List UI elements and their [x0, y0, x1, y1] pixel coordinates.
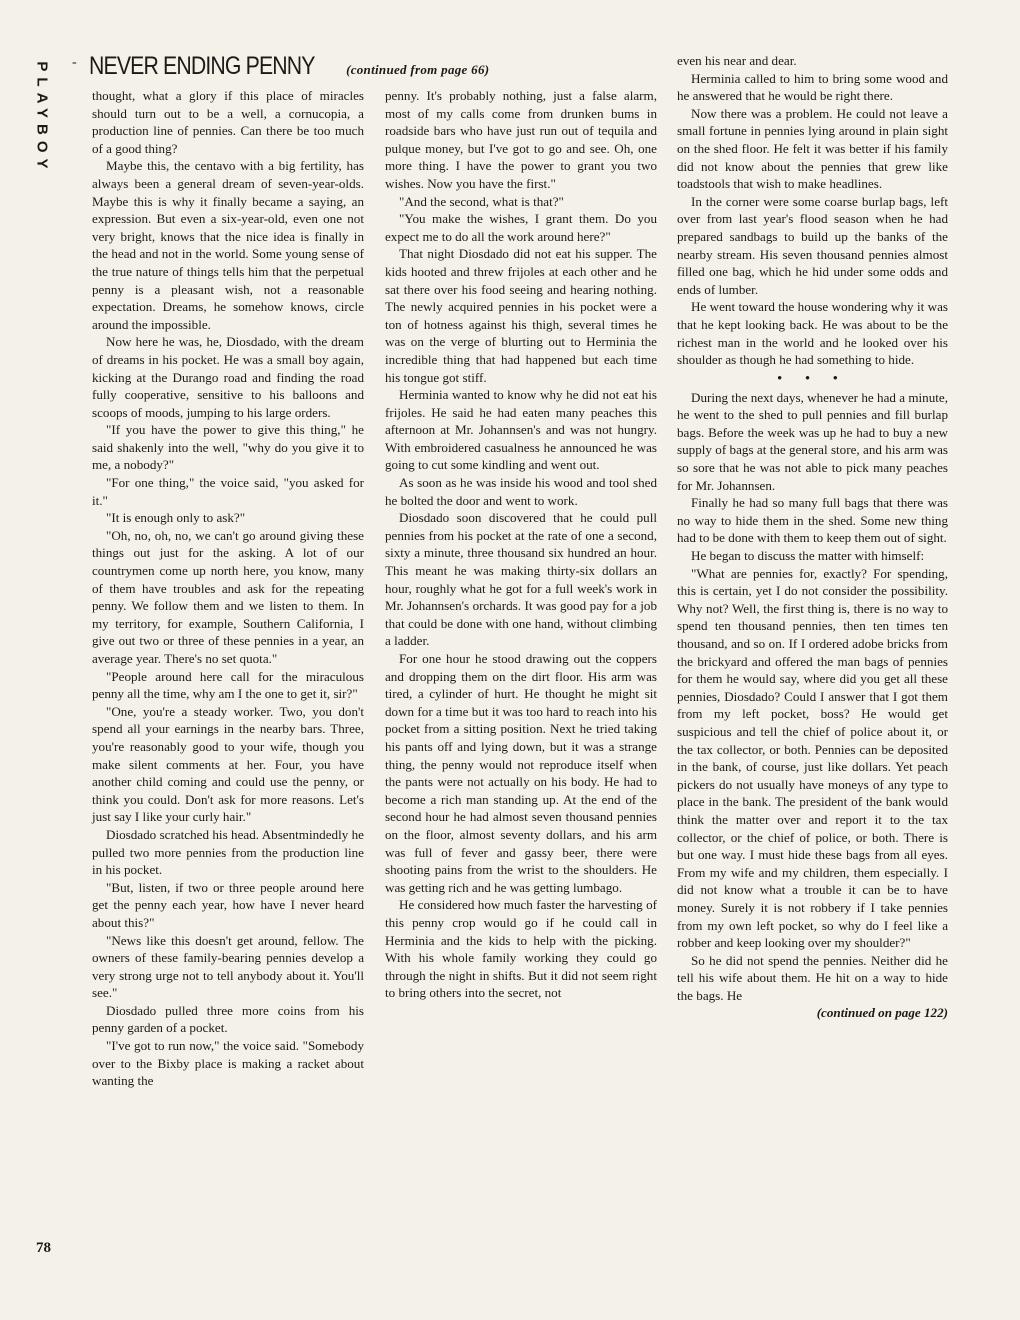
continued-on-note: (continued on page 122)	[816, 1005, 948, 1021]
text-column-3	[677, 52, 948, 1022]
paragraph: He began to discuss the matter with himself:	[691, 548, 925, 564]
paragraph: "I've got to run now," the voice said. "Somebody over to the Bixby place is making a racket about wanting the	[92, 1038, 364, 1089]
continued-from-note: (continued from page 66)	[346, 62, 490, 77]
section-break: • • •	[777, 369, 848, 385]
paragraph: Herminia called to him to bring some wood and he answered that he would be right there.	[677, 70, 948, 104]
paragraph: "One, you're a steady worker. Two, you don't spend all your earnings in the nearby bars. Three, you're reasonably good to your wife, though you make silent comments at her. Four, you have another child coming and could use the penny, or think you could. Don't ask for more reasons. Let's just say I like your curly hair."	[92, 703, 364, 825]
page-number: 78	[36, 1240, 51, 1256]
paragraph: During the next days, whenever he had a minute, he went to the shed to pull pennies and fill burlap bags. Before the week was up he had to buy a new supply of bags at the general store, and his arm was so sore that he was not able to pick many peaches for Mr. Johannsen.	[677, 389, 948, 493]
paragraph: "If you have the power to give this thing," he said shakenly into the well, "why do you give it to me, a nobody?"	[92, 422, 364, 473]
paragraph: Diosdado pulled three more coins from his penny garden of a pocket.	[92, 1002, 364, 1036]
brand-text: PLAYBOY	[33, 61, 51, 175]
paragraph: penny. It's probably nothing, just a false alarm, most of my calls come from drunken bums in roadside bars who have just run out of tequila and pulque money, but I've got to go and see. Oh, one more thing. I have the power to grant you two wishes. Now you have the first."	[385, 88, 657, 191]
article-title: NEVER ENDING PENNY	[88, 52, 315, 80]
header-dash: -	[72, 55, 77, 70]
paragraph: Now here he was, he, Diosdado, with the dream of dreams in his pocket. He was a small boy again, kicking at the Durango road and finding the road fully cooperative, sensitive to his balloons and scoops of moods, jumping to his large orders.	[92, 334, 364, 420]
text-column-3-part-a	[677, 52, 948, 369]
paragraph: Maybe this, the centavo with a big fertility, has always been a general dream of seven-year-olds. Maybe this is why it finally became a saying, an expression. But even a six-year-old, even one not very bright, knows that the nice idea is finally in the head and not in the world. Some young sense of the true nature of things tells him that the perpetual penny is a pleasant wish, not a reasonable expectation. Dreams, he somehow knows, circle around the impossible.	[92, 158, 364, 332]
paragraph: thought, what a glory if this place of miracles should turn out to be a well, a cornucopia, a production line of pennies. Can there be too much of a good thing?	[92, 88, 364, 156]
paragraph: That night Diosdado did not eat his supper. The kids hooted and threw frijoles at each other and he sat there over his food seeing and hearing nothing. The newly acquired pennies in his pocket were a ton of hotness against his thigh, several times he was on the verge of blurting out to Herminia the incredible thing that had happened but each time his tongue got stiff.	[385, 246, 657, 385]
paragraph: even his near and dear.	[677, 53, 797, 68]
paragraph: "News like this doesn't get around, fellow. The owners of these family-bearing pennies develop a very strong urge not to tell anybody about it. You'll see."	[92, 932, 364, 1001]
paragraph: In the corner were some coarse burlap bags, left over from last year's flood season when he had prepared sandbags to build up the banks of the nearby stream. His seven thousand pennies almost filled one bag, which he hid under some odds and ends of lumber.	[677, 193, 948, 297]
paragraph: Now there was a problem. He could not leave a small fortune in pennies lying around in plain sight on the shed floor. He felt it was better if his family did not know about the pennies that grew like toadstools that wish to make headlines.	[677, 105, 948, 192]
paragraph: As soon as he was inside his wood and tool shed he bolted the door and went to work.	[385, 475, 657, 508]
text-column-2	[385, 87, 657, 1002]
paragraph: "What are pennies for, exactly? For spending, this is certain, yet I do not consider the possibility. Why not? Well, the first thing is, there is no way to spend ten thousand pennies, then ten times ten thousand, and so on. If I ordered adobe bricks from the brickyard and offered the man bags of pennies for them he would say, where did you get all these pennies, Diosdado? Could I answer that I got them from my left pocket, boss? He would get suspicious and tell the chief of police about it, or the tax collector, or both. Pennies can be deposited in the bank, of course, just like dollars. Yet peach pickers do not usually have moneys of any type to place in the bank. The president of the bank would think the matter over and report it to the tax collector, or the chief of police, or both. There is but one way. I must hide these bags from all eyes. From my wife and my children, them especially. I did not know what a trouble it can be to have money. Surely it is not robbery if I take pennies from my own left pocket, so why do I feel like a robber and keep looking over my shoulder?"	[677, 565, 948, 951]
paragraph: Diosdado soon discovered that he could pull pennies from his pocket at the rate of one a second, sixty a minute, three thousand six hundred an hour. This meant he was making thirty-six dollars an hour, roughly what he got for a full week's work in Mr. Johannsen's orchards. It was good pay for a job that could be done with one hand, without climbing a ladder.	[385, 510, 657, 649]
paragraph: So he did not spend the pennies. Neither did he tell his wife about them. He hit on a way to hide the bags. He	[677, 952, 948, 1003]
paragraph: He considered how much faster the harvesting of this penny crop would go if he could call in Herminia and the kids to help with the picking. With his whole family working they could go through the night in shifts. But it did not seem right to bring others into the secret, not	[385, 897, 657, 1001]
article-header	[72, 52, 672, 86]
paragraph: "People around here call for the miraculous penny all the time, why am I the one to get it, sir?"	[92, 668, 364, 702]
paragraph: "Oh, no, oh, no, we can't go around giving these things out just for the asking. A lot of our countrymen come up north here, you know, many of them have troubles and ask for the repeating penny. We follow them and we listen to them. In my territory, for example, Southern California, I give out two or three of these pennies in a year, an average year. There's no set quota."	[92, 527, 364, 666]
text-column-3-part-b	[677, 389, 948, 1005]
paragraph: Finally he had so many full bags that there was no way to hide them in the shed. Some new thing had to be done with them to keep them out of sight.	[677, 495, 948, 546]
paragraph: "You make the wishes, I grant them. Do you expect me to do all the work around here?"	[385, 211, 657, 244]
paragraph: Herminia wanted to know why he did not eat his frijoles. He said he had eaten many peaches this afternoon at Mr. Johannsen's and was not hungry. With embroidered casualness he announced he was going to cut some kindling and went out.	[385, 387, 657, 473]
magazine-brand-vertical	[30, 48, 54, 188]
paragraph: Diosdado scratched his head. Absentmindedly he pulled two more pennies from the production line in his pocket.	[92, 826, 364, 878]
text-column-1	[92, 87, 364, 1090]
paragraph: He went toward the house wondering why it was that he kept looking back. He was about to be the richest man in the world and he looked over his shoulder as though he had something to hide.	[677, 299, 948, 368]
paragraph: "For one thing," the voice said, "you asked for it."	[92, 475, 364, 508]
paragraph: "And the second, what is that?"	[399, 193, 564, 209]
paragraph: "It is enough only to ask?"	[106, 510, 246, 526]
paragraph: "But, listen, if two or three people around here get the penny each year, how have I never heard about this?"	[92, 879, 364, 930]
paragraph: For one hour he stood drawing out the coppers and dropping them on the dirt floor. His arm was tired, a cylinder of hurt. He thought he might sit down for a time but it was too hard to reach into his pocket from a sitting position. Next he tried taking his pants off and lying down, but it was a strange thing, the penny would not reproduce itself when the pants were not actually on his body. He had to become a rich man standing up. At the end of the second hour he had almost seven thousand pennies on the floor, almost seventy dollars, and his arm was full of fever and gassy beer, there were shooting pains from the wrist to the shoulders. He was getting rich and he was getting lumbago.	[385, 651, 657, 895]
